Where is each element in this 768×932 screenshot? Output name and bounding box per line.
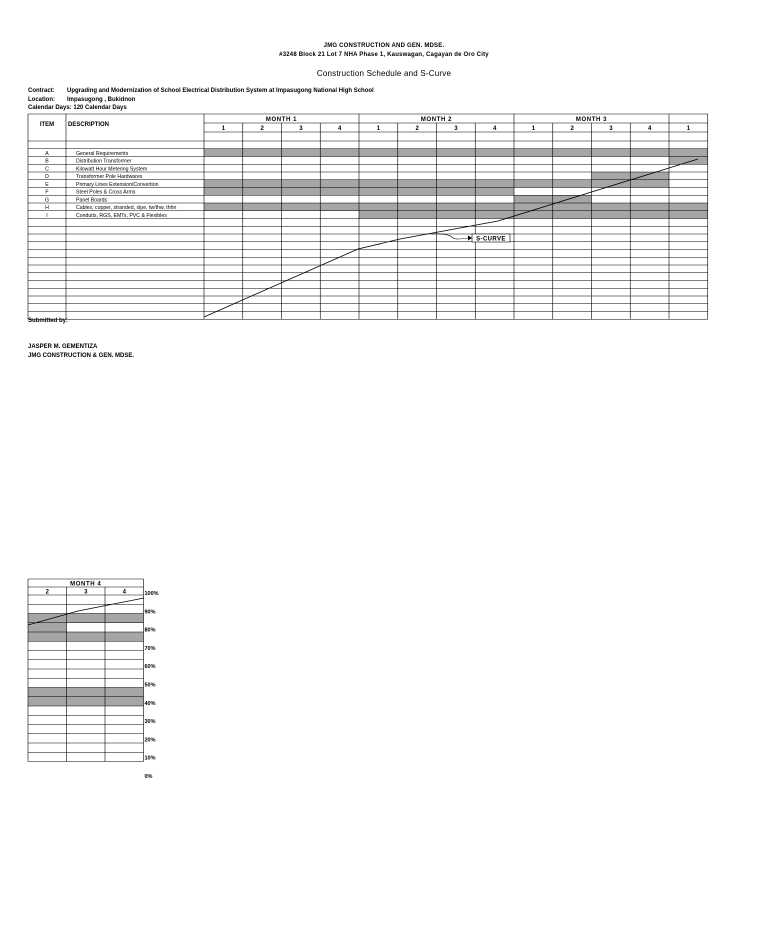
- schedule-bar-cell: [67, 697, 106, 706]
- item-description: Steel Poles & Cross Arms: [76, 189, 136, 196]
- schedule-bar-cell: [630, 203, 669, 211]
- schedule-bar-cell: [320, 180, 359, 188]
- submitted-by-label: Submitted by:: [28, 318, 68, 324]
- schedule-bar-cell: [630, 211, 669, 219]
- schedule-bar-cell: [553, 211, 592, 219]
- percent-axis-label: 90%: [144, 609, 156, 616]
- schedule-bar-cell: [67, 614, 106, 623]
- signatory-company: JMG CONSTRUCTION & GEN. MDSE.: [28, 353, 135, 359]
- schedule-bar-cell: [398, 188, 437, 196]
- schedule-bar-cell: [320, 203, 359, 211]
- percent-axis-label: 50%: [144, 682, 156, 689]
- contract-label: Contract:: [28, 88, 55, 94]
- week-label: 4: [122, 589, 126, 596]
- item-description: Primary Lines Extension/Convertion: [76, 181, 159, 188]
- item-description: Cables, copper, stranded, xlpe, tw/thw, thhn: [76, 205, 177, 211]
- schedule-bar-cell: [67, 632, 106, 641]
- schedule-bar-cell: [105, 614, 144, 623]
- schedule-bar-cell: [437, 188, 476, 196]
- schedule-bar-cell: [204, 149, 243, 157]
- schedule-bar-cell: [28, 623, 67, 632]
- percent-axis-label: 70%: [144, 645, 156, 652]
- schedule-bar-cell: [359, 188, 398, 196]
- schedule-bar-cell: [243, 180, 282, 188]
- month-header: MONTH 4: [70, 581, 102, 588]
- company-address: #3248 Block 21 Lot 7 NHA Phase 1, Kauswagan, Cagayan de Oro City: [279, 52, 489, 58]
- month-header: MONTH 3: [575, 117, 608, 123]
- schedule-bar-cell: [592, 149, 631, 157]
- item-description: Conduits, RGS, EMTs, PVC & Flexibles: [76, 212, 167, 219]
- schedule-bar-cell: [592, 211, 631, 219]
- item-description: Panel Boards: [76, 197, 108, 204]
- location-line: [28, 97, 135, 103]
- schedule-bar-cell: [359, 180, 398, 188]
- company-name: JMG CONSTRUCTION AND GEN. MDSE.: [323, 43, 445, 49]
- schedule-bar-cell: [669, 157, 708, 165]
- contract-line: [28, 88, 374, 94]
- schedule-bar-cell: [67, 688, 106, 697]
- schedule-bar-cell: [243, 149, 282, 157]
- schedule-bar-cell: [514, 149, 553, 157]
- item-code: G: [44, 197, 50, 204]
- schedule-bar-cell: [105, 697, 144, 706]
- signatory-name: JASPER M. GEMENTIZA: [28, 344, 98, 350]
- schedule-bar-cell: [553, 180, 592, 188]
- schedule-bar-cell: [282, 149, 321, 157]
- percent-axis-label: 0%: [144, 774, 153, 780]
- schedule-grid: [28, 114, 710, 321]
- contract-value: Upgrading and Modernization of School Electrical Distribution System at Impasugong National High School: [67, 88, 374, 94]
- month-header: MONTH 2: [420, 117, 453, 123]
- item-code: F: [45, 189, 49, 196]
- item-description: Kilowatt Hour Metering System: [76, 166, 148, 173]
- item-code: I: [46, 212, 48, 219]
- item-description: Distribution Transformer: [76, 158, 132, 165]
- schedule-bar-cell: [475, 188, 514, 196]
- schedule-bar-cell: [630, 149, 669, 157]
- schedule-bar-cell: [282, 203, 321, 211]
- schedule-bar-cell: [105, 688, 144, 697]
- description-header: DESCRIPTION: [68, 122, 110, 128]
- schedule-bar-cell: [553, 203, 592, 211]
- schedule-bar-cell: [630, 180, 669, 188]
- schedule-bar-cell: [398, 203, 437, 211]
- schedule-bar-cell: [475, 211, 514, 219]
- schedule-bar-cell: [669, 149, 708, 157]
- week-label: 4: [647, 126, 652, 132]
- s-curve-leader: [432, 234, 468, 239]
- schedule-bar-cell: [243, 188, 282, 196]
- schedule-bar-cell: [553, 149, 592, 157]
- schedule-bar-cell: [204, 188, 243, 196]
- s-curve-arrow-icon: [468, 236, 472, 241]
- percent-axis-label: 20%: [144, 737, 156, 744]
- schedule-bar-cell: [437, 203, 476, 211]
- schedule-bar-cell: [437, 180, 476, 188]
- schedule-bar-cell: [359, 203, 398, 211]
- percent-axis-label: 40%: [144, 700, 156, 707]
- schedule-bar-cell: [514, 203, 553, 211]
- schedule-bar-cell: [514, 195, 553, 203]
- schedule-bar-cell: [475, 149, 514, 157]
- schedule-bar-cell: [592, 203, 631, 211]
- item-description: Transformer Pole Hardwares: [76, 174, 143, 180]
- schedule-bar-cell: [592, 172, 631, 180]
- document-title: Construction Schedule and S-Curve: [316, 69, 452, 78]
- location-value: Impasugong , Bukidnon: [67, 97, 136, 103]
- week-label: 4: [492, 126, 497, 132]
- week-label: 2: [415, 126, 419, 132]
- week-label: 2: [260, 126, 264, 132]
- month-header: MONTH 1: [265, 117, 298, 123]
- item-description: General Requirements: [76, 150, 129, 157]
- week-label: 1: [686, 126, 691, 132]
- month4-grid: [28, 579, 178, 781]
- week-label: 1: [376, 126, 381, 132]
- schedule-bar-cell: [669, 211, 708, 219]
- item-code: E: [45, 181, 49, 188]
- week-label: 3: [84, 589, 88, 596]
- schedule-bar-cell: [669, 203, 708, 211]
- schedule-bar-cell: [204, 180, 243, 188]
- percent-axis-label: 60%: [144, 664, 156, 671]
- schedule-bar-cell: [320, 188, 359, 196]
- percent-axis-label: 80%: [144, 627, 156, 634]
- item-code: H: [45, 205, 49, 211]
- schedule-bar-cell: [359, 211, 398, 219]
- week-label: 3: [454, 126, 458, 132]
- percent-axis-label: 10%: [144, 755, 156, 762]
- schedule-bar-cell: [320, 149, 359, 157]
- week-label: 3: [609, 126, 613, 132]
- schedule-bar-cell: [437, 149, 476, 157]
- schedule-table: [28, 114, 710, 321]
- week-label: 2: [570, 126, 574, 132]
- item-code: A: [45, 150, 49, 157]
- calendar-days: Calendar Days: 120 Calendar Days: [28, 105, 127, 111]
- week-label: 4: [337, 126, 342, 132]
- item-code: D: [45, 174, 49, 180]
- schedule-bar-cell: [282, 180, 321, 188]
- schedule-bar-cell: [475, 203, 514, 211]
- schedule-bar-cell: [105, 632, 144, 641]
- item-code: C: [45, 166, 49, 173]
- month4-continuation: [28, 579, 178, 781]
- week-label: 1: [531, 126, 536, 132]
- schedule-bar-cell: [398, 180, 437, 188]
- week-label: 1: [221, 126, 226, 132]
- schedule-bar-cell: [398, 149, 437, 157]
- s-curve-label: S-CURVE: [476, 236, 506, 243]
- week-label: 3: [299, 126, 303, 132]
- schedule-bar-cell: [204, 203, 243, 211]
- schedule-bar-cell: [475, 180, 514, 188]
- schedule-bar-cell: [359, 149, 398, 157]
- schedule-bar-cell: [243, 203, 282, 211]
- item-header: ITEM: [39, 122, 55, 128]
- location-label: Location:: [28, 97, 55, 103]
- schedule-bar-cell: [398, 211, 437, 219]
- schedule-bar-cell: [437, 211, 476, 219]
- item-code: B: [45, 158, 49, 165]
- schedule-bar-cell: [282, 188, 321, 196]
- percent-axis-label: 100%: [144, 591, 159, 597]
- schedule-bar-cell: [28, 688, 67, 697]
- percent-axis-label: 30%: [144, 719, 156, 726]
- week-label: 2: [45, 589, 49, 596]
- schedule-bar-cell: [28, 614, 67, 623]
- schedule-bar-cell: [28, 697, 67, 706]
- schedule-bar-cell: [514, 180, 553, 188]
- schedule-bar-cell: [28, 632, 67, 641]
